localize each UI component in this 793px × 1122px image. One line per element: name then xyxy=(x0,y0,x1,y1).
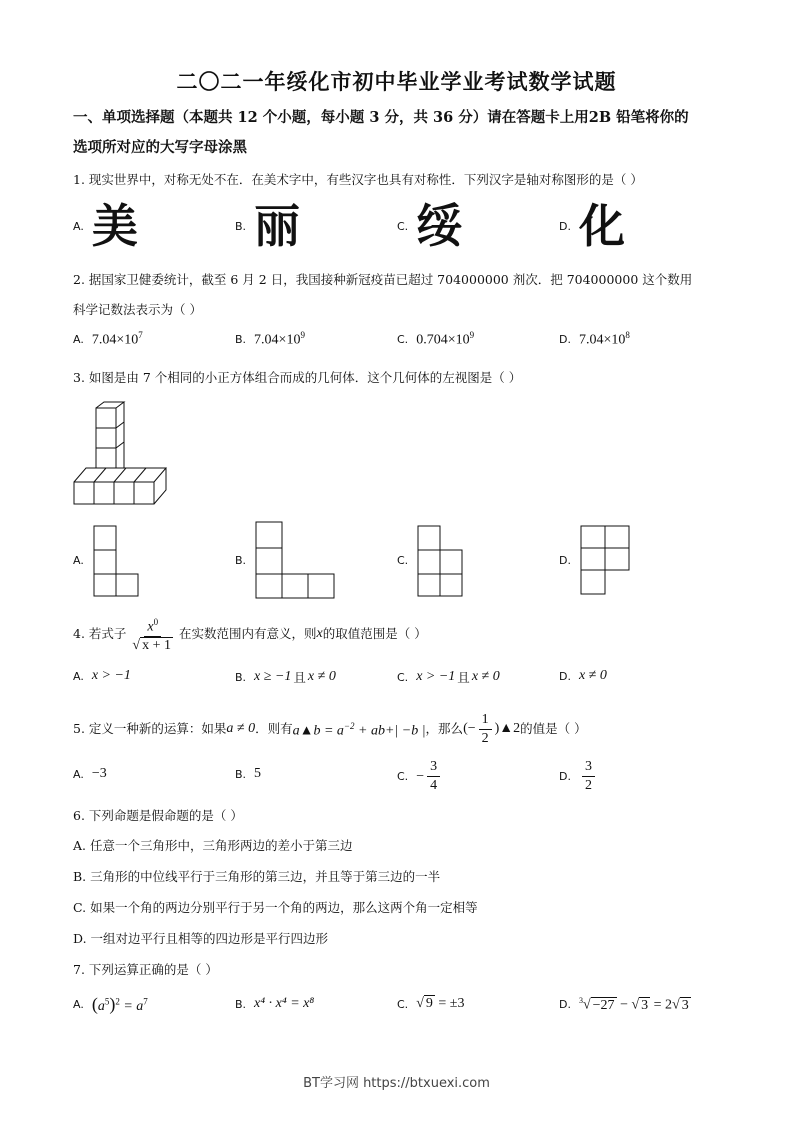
question-3-options xyxy=(73,520,733,602)
question-1-stem: 1. 现实世界中，对称无处不在．在美术字中，有些汉字也具有对称性．下列汉字是轴对称图形的是（ ） xyxy=(73,172,643,187)
option-a: A. $(a^5)^2 = a^7$ xyxy=(73,994,148,1014)
option-c: C. 绥 xyxy=(397,199,463,253)
question-2-options xyxy=(73,330,733,370)
page-title: 二〇二一年绥化市初中毕业学业考试数学试题 xyxy=(176,69,617,94)
char-li: 丽 xyxy=(254,199,301,253)
char-sui: 绥 xyxy=(416,199,463,253)
option-b: B. xyxy=(235,520,338,600)
option-a: A. 美 xyxy=(73,199,138,253)
question-6-option-c: C. 如果一个角的两边分别平行于另一个角的两边，那么这两个角一定相等 xyxy=(73,900,478,915)
option-d: D. $7.04\times 10^8$ xyxy=(559,330,630,348)
char-mei: 美 xyxy=(91,199,138,253)
question-4-stem: 4. 若式子 $\frac{x^0}{√ x + 1}$ 在实数范围内有意义，则 x 的取值范围是（ ） xyxy=(73,612,733,656)
question-1-options xyxy=(73,198,733,256)
option-c: C. − $\frac{3}{4}$ xyxy=(397,758,443,795)
option-b: B. $7.04\times 10^9$ xyxy=(235,330,305,348)
option-b: B. x ≥ −1 且 x ≠ 0 xyxy=(235,669,336,685)
option-a: A. x > −1 xyxy=(73,668,131,683)
option-c: C. $0.704\times 10^9$ xyxy=(397,330,475,348)
question-7-options xyxy=(73,990,733,1026)
view-c xyxy=(416,522,466,598)
question-6-stem: 6. 下列命题是假命题的是（ ） xyxy=(73,808,243,823)
option-b: B. x⁴ · x⁴ = x⁸ xyxy=(235,996,315,1011)
option-d: D. x ≠ 0 xyxy=(559,668,607,683)
option-c: C. x > −1 且 x ≠ 0 xyxy=(397,669,500,685)
option-a: A. xyxy=(73,520,142,600)
view-b xyxy=(254,520,338,600)
option-a: A. −3 xyxy=(73,766,107,781)
question-5-stem: 5. 定义一种新的运算：如果 a ≠ 0 ．则有 a▲b = $a^{-2} + ab+| -b$ | ，那么 (− $\frac{1}{2}$ )▲2 的值是（ ） xyxy=(73,711,587,746)
option-d: D. $\frac{3}{2}$ xyxy=(559,758,598,795)
question-3-stem: 3. 如图是由 7 个相同的小正方体组合而成的几何体．这个几何体的左视图是（ ） xyxy=(73,370,522,385)
option-c: C. √ 9 = ±3 xyxy=(397,996,465,1011)
view-d xyxy=(579,522,631,598)
question-6-option-a: A. 任意一个三角形中，三角形两边的差小于第三边 xyxy=(73,838,353,853)
footer-watermark: BT学习网 https://btxuexi.com xyxy=(303,1076,490,1091)
char-hua: 化 xyxy=(578,199,625,253)
question-4-options xyxy=(73,668,733,708)
view-a xyxy=(92,522,142,598)
option-d: D. $^3$√ −27 − √ 3 = 2√ 3 xyxy=(559,996,689,1013)
option-d: D. xyxy=(559,520,631,600)
option-d: D. 化 xyxy=(559,199,625,253)
option-a: A. $7.04\times 10^7$ xyxy=(73,330,143,348)
option-c: C. xyxy=(397,520,466,600)
section-heading: 一、单项选择题（本题共 12 个小题，每小题 3 分，共 36 分）请在答题卡上用2B 铅笔将你的 选项所对应的大写字母涂黑 xyxy=(73,109,689,156)
fraction: $\frac{x^0}{√ x + 1}$ xyxy=(129,613,176,656)
question-2-stem: 2. 据国家卫健委统计，截至 6 月 2 日，我国接种新冠疫苗已超过 704000000 剂次．把 704000000 这个数用 科学记数法表示为（ ） xyxy=(73,272,693,317)
option-b: B. 丽 xyxy=(235,199,301,253)
option-b: B. 5 xyxy=(235,766,262,781)
question-5-options xyxy=(73,758,733,804)
question-6-option-d: D. 一组对边平行且相等的四边形是平行四边形 xyxy=(73,931,329,946)
cube-solid-figure xyxy=(70,398,170,510)
question-7-stem: 7. 下列运算正确的是（ ） xyxy=(73,962,218,977)
question-6-option-b: B. 三角形的中位线平行于三角形的第三边，并且等于第三边的一半 xyxy=(73,869,441,884)
